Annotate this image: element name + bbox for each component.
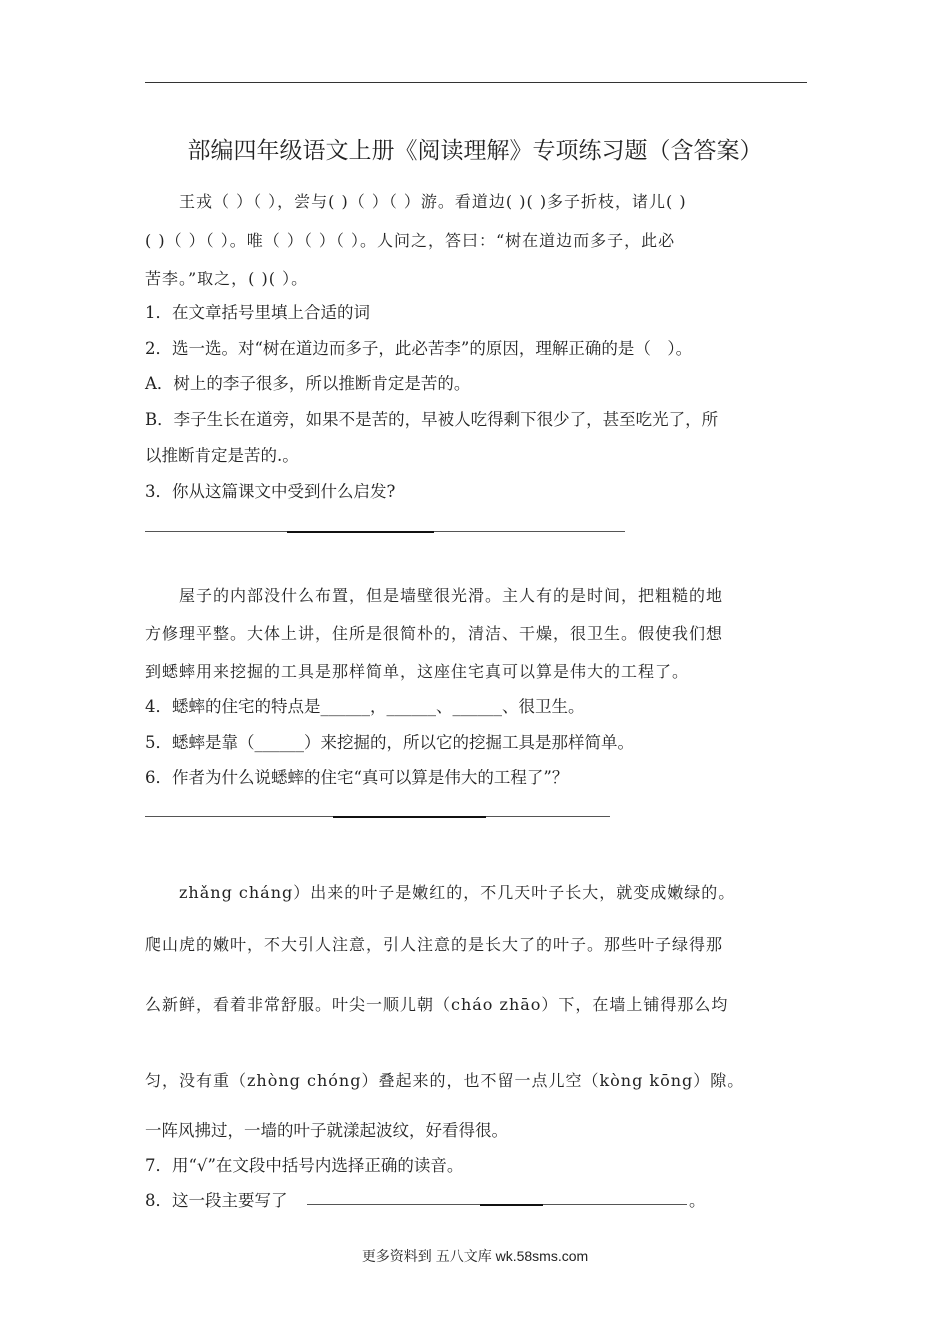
question-3: 3．你从这篇课文中受到什么启发? xyxy=(145,482,396,501)
passage1-line3: 苦李。”取之，( )( ）。 xyxy=(145,269,309,288)
passage1-line1: 王戎（ ）（ ），尝与( )（ ）（ ）游。看道边( )( )多子折枝，诸儿( ) xyxy=(145,192,687,211)
passage1-line2: ( )（ ）（ ）。唯（ ）（ ）（ ）。人问之，答曰：“树在道边而多子，此必 xyxy=(145,231,676,250)
passage3-line1: zhǎng cháng）出来的叶子是嫩红的，不几天叶子长大，就变成嫩绿的。 xyxy=(145,883,736,902)
footer-link[interactable]: 更多资料到 五八文库 wk.58sms.com xyxy=(361,1248,589,1264)
page-title: 部编四年级语文上册《阅读理解》专项练习题（含答案） xyxy=(187,138,763,164)
question-8-period: 。 xyxy=(689,1191,706,1210)
option-a: A．树上的李子很多，所以推断肯定是苦的。 xyxy=(145,374,471,393)
passage3-line2: 爬山虎的嫩叶，不大引人注意，引人注意的是长大了的叶子。那些叶子绿得那 xyxy=(145,935,724,954)
question-2: 2．选一选。对“树在道边而多子，此必苦李”的原因，理解正确的是（ ）。 xyxy=(145,339,693,358)
option-b-line1: B．李子生长在道旁，如果不是苦的，早被人吃得剩下很少了，甚至吃光了，所 xyxy=(145,410,719,429)
answer-line-3[interactable] xyxy=(145,531,625,532)
question-6: 6．作者为什么说蟋蟀的住宅“真可以算是伟大的工程了”？ xyxy=(145,768,569,787)
passage3-line3: 么新鲜，看着非常舒服。叶尖一顺儿朝（cháo zhāo）下，在墙上铺得那么均 xyxy=(145,995,729,1014)
answer-line-8[interactable] xyxy=(307,1204,687,1205)
question-5: 5．蟋蟀是靠（______）来挖掘的，所以它的挖掘工具是那样简单。 xyxy=(145,733,634,752)
option-b-line2: 以推断肯定是苦的.。 xyxy=(145,446,299,465)
passage2-line1: 屋子的内部没什么布置，但是墙壁很光滑。主人有的是时间，把粗糙的地 xyxy=(145,586,724,605)
answer-line-6[interactable] xyxy=(145,816,610,817)
passage3-line4: 匀，没有重（zhòng chóng）叠起来的，也不留一点儿空（kòng kōng）隙。 xyxy=(145,1071,745,1090)
passage2-line3: 到蟋蟀用来挖掘的工具是那样简单，这座住宅真可以算是伟大的工程了。 xyxy=(145,662,690,681)
passage2-line2: 方修理平整。大体上讲，住所是很简朴的，清洁、干燥，很卫生。假使我们想 xyxy=(145,624,724,643)
question-8: 8．这一段主要写了 xyxy=(145,1191,288,1210)
passage3-line5: 一阵风拂过，一墙的叶子就漾起波纹，好看得很。 xyxy=(145,1121,508,1140)
header-rule xyxy=(145,82,807,83)
question-1: 1．在文章括号里填上合适的词 xyxy=(145,303,370,322)
question-4: 4．蟋蟀的住宅的特点是______，______、______、很卫生。 xyxy=(145,697,585,716)
question-7: 7．用“√”在文段中括号内选择正确的读音。 xyxy=(145,1156,464,1175)
